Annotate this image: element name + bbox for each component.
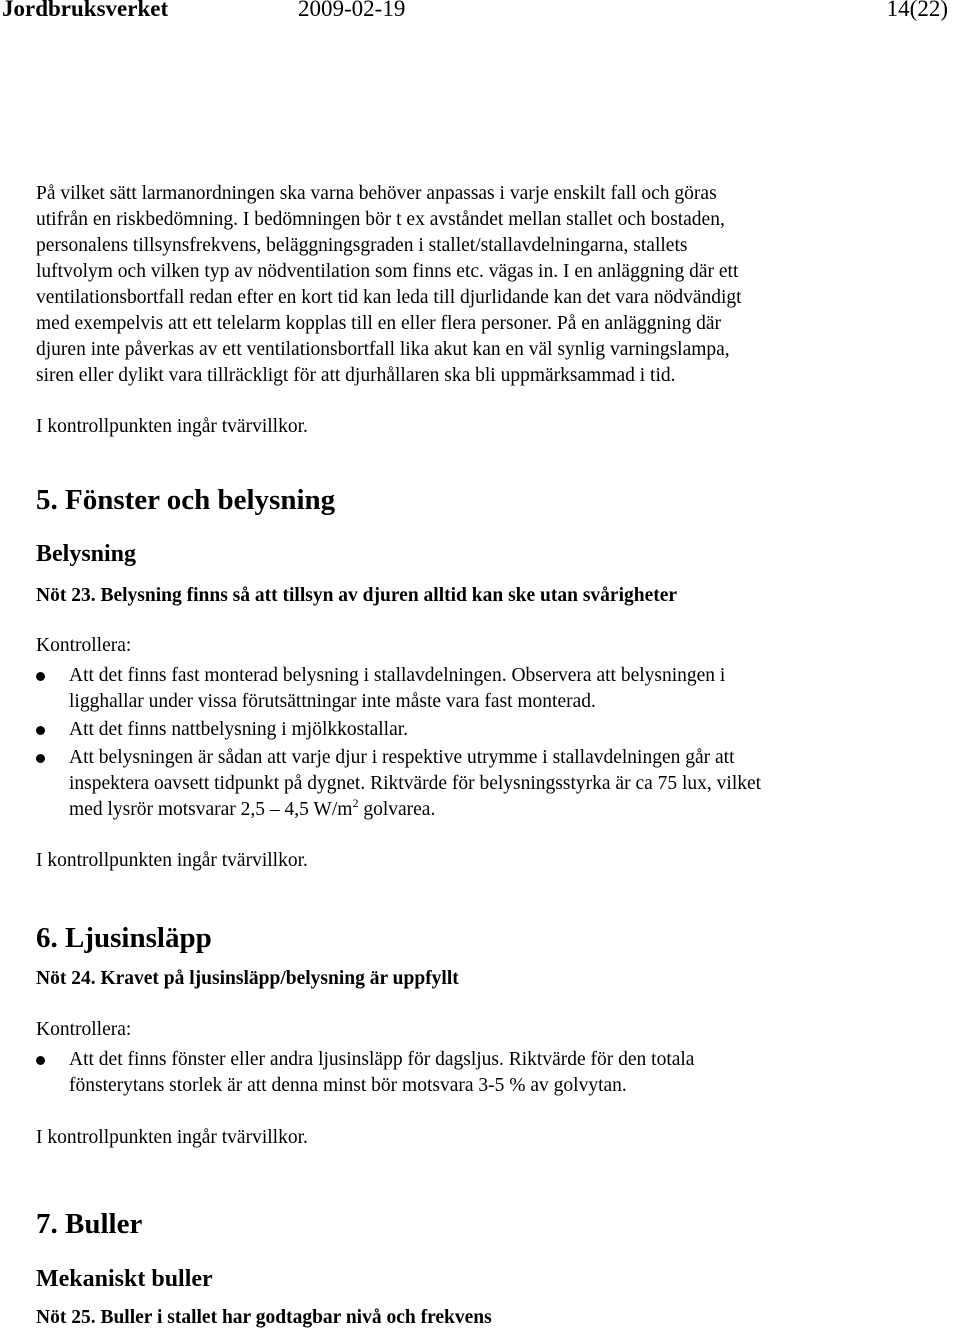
header-page-number: 14(22) bbox=[886, 0, 948, 21]
paragraph-line: siren eller dylikt vara tillräckligt för att djurhållaren ska bli uppmärksammad i tid. bbox=[36, 365, 676, 386]
section-subheading: Mekaniskt buller bbox=[36, 1266, 213, 1292]
bullet-line: Att belysningen är sådan att varje djur i respektive utrymme i stallavdelningen går att bbox=[69, 747, 735, 768]
bullet-text bbox=[69, 1047, 694, 1099]
requirement-text: Belysning finns så att tillsyn av djuren alltid kan ske utan svårigheter bbox=[100, 585, 678, 606]
header-organization: Jordbruksverket bbox=[2, 0, 169, 21]
requirement-title bbox=[36, 1307, 492, 1329]
bullet-text bbox=[69, 717, 408, 743]
requirement-text: Kravet på ljusinsläpp/belysning är uppfyllt bbox=[100, 968, 459, 989]
cross-compliance-note: I kontrollpunkten ingår tvärvillkor. bbox=[36, 850, 308, 871]
cross-compliance-note: I kontrollpunkten ingår tvärvillkor. bbox=[36, 416, 308, 437]
bullet-line-text: golvarea. bbox=[358, 799, 436, 820]
bullet-line-text: med lysrör motsvarar 2,5 – 4,5 W/m bbox=[69, 799, 353, 820]
requirement-title bbox=[36, 585, 677, 607]
requirement-number: Nöt 23. bbox=[36, 585, 96, 606]
section-heading: 7. Buller bbox=[36, 1208, 143, 1240]
bullet-icon bbox=[36, 717, 46, 743]
section-subheading: Belysning bbox=[36, 541, 137, 567]
bullet-line: Att det finns nattbelysning i mjölkkostallar. bbox=[69, 719, 409, 740]
bullet-icon bbox=[36, 663, 46, 689]
check-label: Kontrollera: bbox=[36, 635, 132, 656]
bullet-icon bbox=[36, 1047, 46, 1073]
paragraph-line: personalens tillsynsfrekvens, beläggningsgraden i stallet/stallavdelningarna, stallets bbox=[36, 235, 688, 256]
cross-compliance-note: I kontrollpunkten ingår tvärvillkor. bbox=[36, 1127, 308, 1148]
paragraph-line: ventilationsbortfall redan efter en kort tid kan leda till djurlidande kan det vara nödvändigt bbox=[36, 287, 742, 308]
bullet-line: Att det finns fast monterad belysning i stallavdelningen. Observera att belysningen i bbox=[69, 665, 726, 686]
requirement-number: Nöt 24. bbox=[36, 968, 96, 989]
bullet-text bbox=[69, 663, 725, 715]
paragraph-line: På vilket sätt larmanordningen ska varna behöver anpassas i varje enskilt fall och göras bbox=[36, 183, 717, 204]
paragraph-line: utifrån en riskbedömning. I bedömningen bör t ex avståndet mellan stallet och bostaden, bbox=[36, 209, 725, 230]
requirement-title bbox=[36, 968, 459, 990]
header-date: 2009-02-19 bbox=[298, 0, 406, 21]
paragraph-line: luftvolym och vilken typ av nödventilation som finns etc. vägas in. I en anläggning där ett bbox=[36, 261, 739, 282]
intro-paragraph bbox=[36, 181, 936, 389]
bullet-text bbox=[69, 745, 761, 823]
superscript: 2 bbox=[352, 796, 359, 810]
paragraph-line: djuren inte påverkas av ett ventilationsbortfall lika akut kan en väl synlig varningslampa, bbox=[36, 339, 730, 360]
bullet-line: fönsterytans storlek är att denna minst bör motsvara 3-5 % av golvytan. bbox=[69, 1075, 627, 1096]
requirement-text: Buller i stallet har godtagbar nivå och frekvens bbox=[100, 1307, 492, 1328]
section-heading: 6. Ljusinsläpp bbox=[36, 922, 212, 954]
bullet-line: Att det finns fönster eller andra ljusinsläpp för dagsljus. Riktvärde för den totala bbox=[69, 1049, 695, 1070]
bullet-icon bbox=[36, 745, 46, 771]
check-label: Kontrollera: bbox=[36, 1019, 132, 1040]
paragraph-line: med exempelvis att ett telelarm kopplas till en eller flera personer. På en anläggning där bbox=[36, 313, 721, 334]
section-heading: 5. Fönster och belysning bbox=[36, 484, 336, 516]
requirement-number: Nöt 25. bbox=[36, 1307, 96, 1328]
bullet-line: inspektera oavsett tidpunkt på dygnet. Riktvärde för belysningsstyrka är ca 75 lux, vilket bbox=[69, 773, 762, 794]
bullet-line: ligghallar under vissa förutsättningar inte måste vara fast monterad. bbox=[69, 691, 596, 712]
bullet-line bbox=[69, 797, 761, 823]
